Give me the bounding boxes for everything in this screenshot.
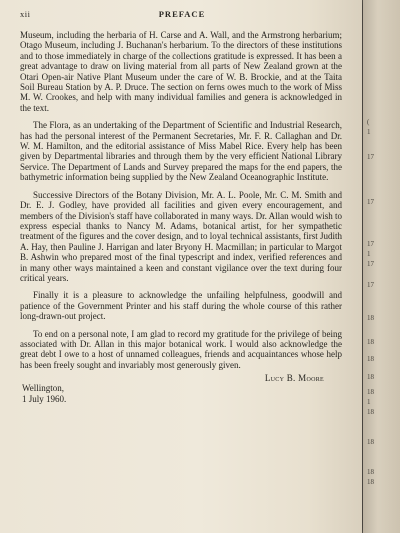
edge-number: 1 bbox=[367, 250, 371, 258]
edge-number: 18 bbox=[367, 408, 374, 416]
edge-number: 18 bbox=[367, 314, 374, 322]
edge-number: 17 bbox=[367, 153, 374, 161]
edge-number: 17 bbox=[367, 198, 374, 206]
edge-number: 18 bbox=[367, 438, 374, 446]
preface-text bbox=[20, 30, 342, 405]
edge-number: 18 bbox=[367, 355, 374, 363]
paragraph-botany-division: Successive Directors of the Botany Division, Mr. A. L. Poole, Mr. C. M. Smith and Dr. E. J. Godley, have provided all facilities and given every encouragement, and members of the Division's staff have collaborated in many ways. Dr. Allan would wish to express especial thanks to Nancy M. Adams, botanical artist, for her sympathetic treatment of the figures and the cover design, and to loyal technical assistants, first Judith A. Hay, then Pauline J. Harrigan and later Bryony H. Macmillan; in particular to Margot B. Ashwin who prepared most of the final typescript and index, verified references and in many other ways maintained a keen and constant vigilance over the text during four critical years. bbox=[20, 189, 342, 283]
edge-number: 18 bbox=[367, 338, 374, 346]
adjacent-page-edge bbox=[363, 0, 400, 533]
signature: Lucy B. Moore bbox=[264, 373, 324, 384]
paragraph-dsir: The Flora, as an undertaking of the Department of Scientific and Industrial Research, has had the personal interest of the Permanent Secretaries, Mr. F. R. Callaghan and Dr. W. M. Hamilton, and the editorial assistance of Miss Mabel Rice. Every help has been given by Departmental libraries and through them by the very efficient National Library Service. The Department of Lands and Survey prepared the maps for the end papers, the bathymetric information being supplied by the New Zealand Oceanographic Institute. bbox=[20, 120, 342, 183]
page-number: xii bbox=[20, 9, 31, 19]
edge-number: 18 bbox=[367, 468, 374, 476]
page-header bbox=[20, 9, 344, 21]
edge-number: 18 bbox=[367, 388, 374, 396]
place-line: Wellington, bbox=[22, 383, 65, 394]
edge-number: 17 bbox=[367, 281, 374, 289]
date-line: 1 July 1960. bbox=[22, 394, 67, 405]
edge-number: 18 bbox=[367, 478, 374, 486]
running-head: PREFACE bbox=[158, 9, 206, 19]
edge-number: 17 bbox=[367, 260, 374, 268]
paragraph-personal-note: To end on a personal note, I am glad to record my gratitude for the privilege of being associated with Dr. Allan in this major botanical work. I would also acknowledge the great debt I owe to a host of unnamed colleagues, friends and acquaintances whose help has been freely sought and invariably most generously given. bbox=[20, 328, 342, 370]
paragraph-government-printer: Finally it is a pleasure to acknowledge the unfailing helpfulness, goodwill and patience of the Government Printer and his staff during the whole course of this rather long-drawn-out project. bbox=[20, 290, 342, 322]
edge-number: 1 bbox=[367, 398, 371, 406]
paragraph-museums: Museum, including the herbaria of H. Carse and A. Wall, and the Armstrong herbarium; Otago Museum, including J. Buchanan's herbarium. To the directors of these institutions and to those immediately in charge of the collections gratitude is expressed. It has been a great advantage to draw on living material from all parts of New Zealand grown at the Otari Open-air Native Plant Museum under the care of W. B. Brockie, and at the Taita Soil Bureau Station by A. P. Druce. The section on ferns owes much to the work of Miss M. W. Crookes, and help with many individual families and genera is acknowledged in the text. bbox=[20, 30, 342, 113]
edge-number: 18 bbox=[367, 373, 374, 381]
edge-number: 17 bbox=[367, 240, 374, 248]
edge-number: 1 bbox=[367, 128, 371, 136]
edge-number: ( bbox=[367, 118, 370, 126]
